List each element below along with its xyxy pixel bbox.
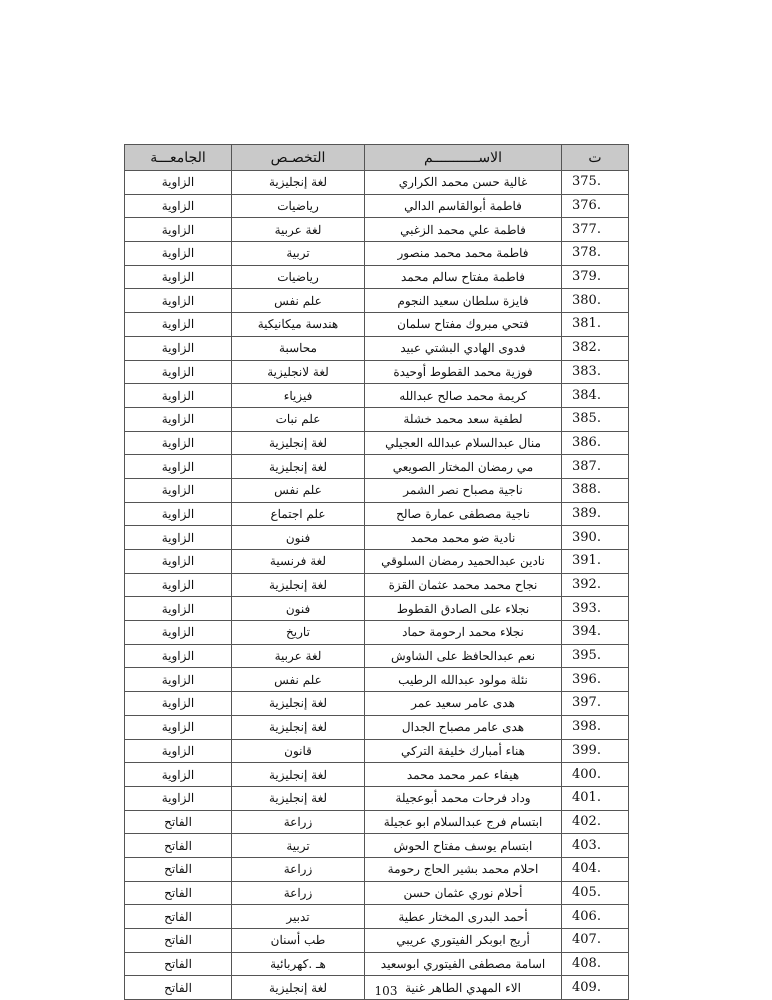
row-name: احلام محمد بشير الحاج رحومة — [365, 857, 562, 881]
table-row — [125, 905, 629, 929]
row-university: الزاوية — [125, 313, 232, 337]
row-specialization: لغة إنجليزية — [232, 431, 365, 455]
row-university: الزاوية — [125, 336, 232, 360]
row-number: 391. — [562, 550, 629, 574]
page-number: 103 — [374, 984, 398, 998]
table-row — [125, 668, 629, 692]
row-name: ناجية مصباح نصر الشمر — [365, 478, 562, 502]
row-number: 393. — [562, 597, 629, 621]
row-university: الزاوية — [125, 265, 232, 289]
table-row — [125, 597, 629, 621]
row-university: الزاوية — [125, 550, 232, 574]
row-number: 403. — [562, 834, 629, 858]
row-specialization: لغة لانجليزية — [232, 360, 365, 384]
row-name: فتحي مبروك مفتاح سلمان — [365, 313, 562, 337]
row-name: نجاح محمد محمد عثمان القزة — [365, 573, 562, 597]
row-name: اسامة مصطفى الفيتوري ابوسعيد — [365, 952, 562, 976]
row-name: ناجية مصطفى عمارة صالح — [365, 502, 562, 526]
row-university: الزاوية — [125, 360, 232, 384]
row-university: الزاوية — [125, 692, 232, 716]
row-number: 380. — [562, 289, 629, 313]
row-number: 406. — [562, 905, 629, 929]
row-number: 399. — [562, 739, 629, 763]
row-name: نجلاء على الصادق القطوط — [365, 597, 562, 621]
row-specialization: تربية — [232, 242, 365, 266]
table-row — [125, 810, 629, 834]
table-row — [125, 573, 629, 597]
row-university: الزاوية — [125, 407, 232, 431]
row-specialization: تربية — [232, 834, 365, 858]
row-number: 402. — [562, 810, 629, 834]
row-specialization: فنون — [232, 597, 365, 621]
students-table — [124, 144, 629, 1000]
row-number: 401. — [562, 786, 629, 810]
row-specialization: لغة إنجليزية — [232, 573, 365, 597]
row-name: وداد فرحات محمد أبوعجيلة — [365, 786, 562, 810]
row-specialization: لغة فرنسية — [232, 550, 365, 574]
row-specialization: زراعة — [232, 810, 365, 834]
table-row — [125, 621, 629, 645]
row-number: 387. — [562, 455, 629, 479]
row-university: الزاوية — [125, 739, 232, 763]
table-row — [125, 834, 629, 858]
row-university: الزاوية — [125, 384, 232, 408]
row-name: كريمة محمد صالح عبدالله — [365, 384, 562, 408]
row-specialization: علم اجتماع — [232, 502, 365, 526]
row-specialization: فنون — [232, 526, 365, 550]
row-name: ابتسام فرج عبدالسلام ابو عجيلة — [365, 810, 562, 834]
row-university: الزاوية — [125, 786, 232, 810]
header-name: الاســـــــــــم — [365, 145, 562, 171]
row-number: 386. — [562, 431, 629, 455]
row-specialization: رياضيات — [232, 265, 365, 289]
row-specialization: علم نفس — [232, 478, 365, 502]
row-name: هناء أمبارك خليفة التركي — [365, 739, 562, 763]
row-specialization: طب أسنان — [232, 929, 365, 953]
row-number: 398. — [562, 715, 629, 739]
row-name: نادية ضو محمد محمد — [365, 526, 562, 550]
row-university: الزاوية — [125, 289, 232, 313]
students-table-container — [124, 144, 628, 1000]
row-specialization: لغة عربية — [232, 644, 365, 668]
row-specialization: علم نفس — [232, 668, 365, 692]
row-specialization: لغة إنجليزية — [232, 455, 365, 479]
row-name: أريج ابوبكر الفيتوري عريبي — [365, 929, 562, 953]
row-number: 390. — [562, 526, 629, 550]
table-row — [125, 881, 629, 905]
table-row — [125, 313, 629, 337]
row-name: فاطمة علي محمد الزغبي — [365, 218, 562, 242]
row-number: 379. — [562, 265, 629, 289]
row-university: الفاتح — [125, 857, 232, 881]
row-name: منال عبدالسلام عبدالله العجيلي — [365, 431, 562, 455]
table-header-row — [125, 145, 629, 171]
table-row — [125, 455, 629, 479]
row-specialization: رياضيات — [232, 194, 365, 218]
table-row — [125, 218, 629, 242]
row-university: الفاتح — [125, 834, 232, 858]
row-university: الزاوية — [125, 171, 232, 195]
table-row — [125, 526, 629, 550]
row-university: الزاوية — [125, 194, 232, 218]
table-row — [125, 336, 629, 360]
row-university: الفاتح — [125, 929, 232, 953]
row-university: الزاوية — [125, 526, 232, 550]
row-university: الزاوية — [125, 573, 232, 597]
row-name: أحمد البدرى المختار عطية — [365, 905, 562, 929]
row-number: 389. — [562, 502, 629, 526]
table-row — [125, 265, 629, 289]
row-number: 388. — [562, 478, 629, 502]
row-name: هيفاء عمر محمد محمد — [365, 763, 562, 787]
table-row — [125, 171, 629, 195]
table-row — [125, 407, 629, 431]
table-row — [125, 952, 629, 976]
row-university: الفاتح — [125, 881, 232, 905]
header-number: ت — [562, 145, 629, 171]
row-number: 378. — [562, 242, 629, 266]
row-name: هدى عامر مصباح الجدال — [365, 715, 562, 739]
row-number: 408. — [562, 952, 629, 976]
table-row — [125, 786, 629, 810]
table-row — [125, 763, 629, 787]
row-specialization: لغة إنجليزية — [232, 171, 365, 195]
row-name: ابتسام يوسف مفتاح الحوش — [365, 834, 562, 858]
row-number: 377. — [562, 218, 629, 242]
header-specialization: التخصـص — [232, 145, 365, 171]
row-specialization: لغة إنجليزية — [232, 976, 365, 1000]
row-name: أحلام نوري عثمان حسن — [365, 881, 562, 905]
row-university: الزاوية — [125, 455, 232, 479]
row-specialization: لغة عربية — [232, 218, 365, 242]
row-university: الفاتح — [125, 952, 232, 976]
table-row — [125, 194, 629, 218]
row-name: مي رمضان المختار الصويعي — [365, 455, 562, 479]
row-name: الاء المهدي الطاهر غنية — [365, 976, 562, 1000]
row-university: الزاوية — [125, 715, 232, 739]
row-number: 409. — [562, 976, 629, 1000]
row-name: فاطمة محمد محمد منصور — [365, 242, 562, 266]
row-number: 396. — [562, 668, 629, 692]
row-number: 404. — [562, 857, 629, 881]
table-row — [125, 715, 629, 739]
row-name: نعم عبدالحافظ على الشاوش — [365, 644, 562, 668]
row-university: الزاوية — [125, 763, 232, 787]
row-name: نئلة مولود عبدالله الرطيب — [365, 668, 562, 692]
table-row — [125, 692, 629, 716]
row-university: الزاوية — [125, 644, 232, 668]
row-name: فدوى الهادي البشتي عبيد — [365, 336, 562, 360]
table-row — [125, 739, 629, 763]
row-number: 383. — [562, 360, 629, 384]
row-specialization: لغة إنجليزية — [232, 786, 365, 810]
row-university: الفاتح — [125, 905, 232, 929]
table-row — [125, 644, 629, 668]
row-number: 394. — [562, 621, 629, 645]
row-specialization: لغة إنجليزية — [232, 763, 365, 787]
row-university: الفاتح — [125, 810, 232, 834]
row-university: الفاتح — [125, 976, 232, 1000]
row-name: فاطمة مفتاح سالم محمد — [365, 265, 562, 289]
table-row — [125, 431, 629, 455]
table-row — [125, 478, 629, 502]
row-number: 375. — [562, 171, 629, 195]
header-university: الجامعـــة — [125, 145, 232, 171]
row-number: 407. — [562, 929, 629, 953]
row-specialization: تدبير — [232, 905, 365, 929]
row-specialization: قانون — [232, 739, 365, 763]
row-name: لطفية سعد محمد خشلة — [365, 407, 562, 431]
row-specialization: لغة إنجليزية — [232, 692, 365, 716]
table-row — [125, 929, 629, 953]
table-body — [125, 171, 629, 1000]
row-number: 397. — [562, 692, 629, 716]
row-number: 384. — [562, 384, 629, 408]
row-specialization: هندسة ميكانيكية — [232, 313, 365, 337]
row-specialization: زراعة — [232, 857, 365, 881]
row-number: 382. — [562, 336, 629, 360]
row-number: 405. — [562, 881, 629, 905]
row-university: الزاوية — [125, 478, 232, 502]
row-specialization: فيزياء — [232, 384, 365, 408]
row-specialization: محاسبة — [232, 336, 365, 360]
row-university: الزاوية — [125, 668, 232, 692]
row-specialization: تاريخ — [232, 621, 365, 645]
row-university: الزاوية — [125, 597, 232, 621]
row-specialization: زراعة — [232, 881, 365, 905]
row-university: الزاوية — [125, 242, 232, 266]
table-row — [125, 857, 629, 881]
row-university: الزاوية — [125, 218, 232, 242]
row-name: فاطمة أبوالقاسم الدالي — [365, 194, 562, 218]
row-number: 385. — [562, 407, 629, 431]
row-number: 381. — [562, 313, 629, 337]
row-number: 392. — [562, 573, 629, 597]
row-name: فوزية محمد القطوط أوحيدة — [365, 360, 562, 384]
row-specialization: علم نبات — [232, 407, 365, 431]
row-university: الزاوية — [125, 431, 232, 455]
row-university: الزاوية — [125, 621, 232, 645]
row-name: غالية حسن محمد الكراري — [365, 171, 562, 195]
row-university: الزاوية — [125, 502, 232, 526]
row-number: 400. — [562, 763, 629, 787]
table-row — [125, 502, 629, 526]
table-row — [125, 242, 629, 266]
row-name: هدى عامر سعيد عمر — [365, 692, 562, 716]
row-specialization: لغة إنجليزية — [232, 715, 365, 739]
table-row — [125, 289, 629, 313]
table-row — [125, 360, 629, 384]
row-number: 395. — [562, 644, 629, 668]
row-name: نجلاء محمد ارحومة حماد — [365, 621, 562, 645]
table-row — [125, 550, 629, 574]
row-name: فايزة سلطان سعيد النجوم — [365, 289, 562, 313]
row-name: نادين عبدالحميد رمضان السلوقي — [365, 550, 562, 574]
row-specialization: علم نفس — [232, 289, 365, 313]
row-specialization: هـ .كهربائية — [232, 952, 365, 976]
row-number: 376. — [562, 194, 629, 218]
table-row — [125, 384, 629, 408]
